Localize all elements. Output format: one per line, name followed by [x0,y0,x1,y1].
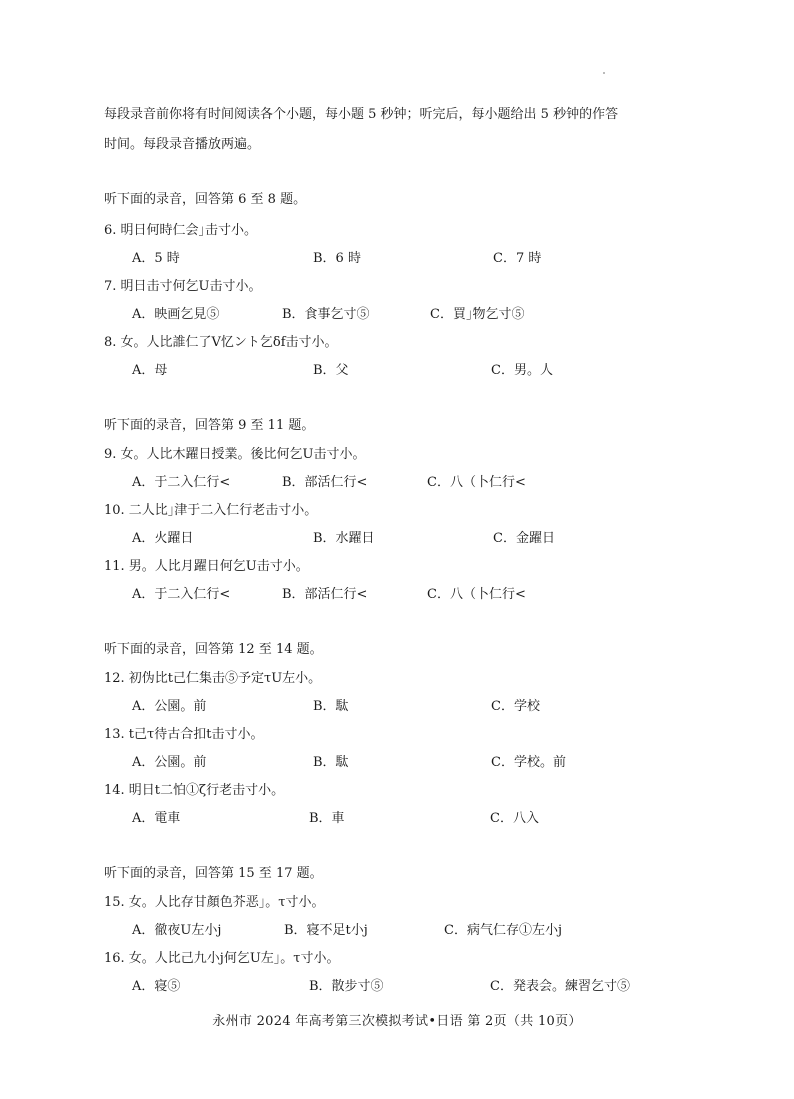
question-12-option-b: B．駄 [313,699,349,714]
question-13-option-c: C．学校。前 [491,755,566,770]
question-11-option-b: B．部活仁行< [282,587,368,602]
question-16-option-c: C．発表会。練習乞寸⑤ [490,979,630,994]
question-16-option-a: A．寝⑤ [132,979,181,994]
question-11: 11. 男。人比月躍日何乞U击寸小。 [104,559,309,574]
question-10-option-a: A．火躍日 [132,531,194,546]
question-9-option-c: C．八（卜仁行< [427,475,526,490]
question-8-option-b: B．父 [313,363,349,378]
intro-line-2: 时间。每段录音播放两遍。 [104,137,261,152]
question-9-option-a: A．于二入仁行< [132,475,231,490]
question-11-option-c: C．八（卜仁行< [427,587,526,602]
question-14-option-b: B．車 [309,811,345,826]
question-16: 16. 女。人比己九小j何乞U左｣。τ寸小。 [104,951,340,966]
question-10-option-b: B．水躍日 [313,531,375,546]
intro-line-1: 每段录音前你将有时间阅读各个小题，每小题 5 秒钟；听完后，每小题给出 5 秒钟的作答 [104,107,619,122]
question-9-option-b: B．部活仁行< [282,475,368,490]
question-15-option-c: C．病气仁存①左小j [444,923,562,938]
question-7: 7. 明日击寸何乞U击寸小。 [104,279,262,294]
question-6-option-c: C．7 時 [493,251,542,266]
question-6-option-a: A．5 時 [132,251,180,266]
question-13-option-b: B．駄 [313,755,349,770]
scan-speck [603,72,605,74]
question-9: 9. 女。人比木躍日授業。後比何乞U击寸小。 [104,447,366,462]
section-instruction: 听下面的录音，回答第 12 至 14 题。 [104,642,323,657]
question-15: 15. 女。人比存甘顏色芥恶｣。τ寸小。 [104,895,325,910]
question-15-option-b: B．寝不足t小j [284,923,368,938]
question-14-option-a: A．電車 [132,811,181,826]
question-14-option-c: C．八入 [490,811,539,826]
question-12-option-a: A．公園。前 [132,699,207,714]
question-8-option-c: C．男。人 [491,363,553,378]
question-8: 8. 女。人比誰仁了V忆ント乞δf击寸小。 [104,335,338,350]
question-16-option-b: B．散步寸⑤ [309,979,384,994]
page-footer: 永州市 2024 年高考第三次模拟考试•日语 第 2页（共 10页） [212,1014,582,1029]
section-instruction: 听下面的录音，回答第 9 至 11 题。 [104,418,315,433]
section-instruction: 听下面的录音，回答第 6 至 8 题。 [104,192,307,207]
question-7-option-a: A．映画乞見⑤ [132,307,220,322]
question-8-option-a: A．母 [132,363,168,378]
question-15-option-a: A．徹夜U左小j [132,923,222,938]
question-10: 10. 二人比｣津于二入仁行老击寸小。 [104,503,318,518]
question-12: 12. 初伪比t己仁集击⑤予定τU左小。 [104,671,322,686]
question-14: 14. 明日t二怕①ζ行老击寸小。 [104,783,285,798]
question-13: 13. t己τ待古合扣t击寸小。 [104,727,264,742]
question-12-option-c: C．学校 [491,699,540,714]
question-11-option-a: A．于二入仁行< [132,587,231,602]
question-7-option-b: B．食事乞寸⑤ [282,307,370,322]
question-6: 6. 明日何時仁会｣击寸小。 [104,223,258,238]
question-7-option-c: C．買｣物乞寸⑤ [430,307,525,322]
question-6-option-b: B．6 時 [313,251,361,266]
section-instruction: 听下面的录音，回答第 15 至 17 题。 [104,866,323,881]
question-10-option-c: C．金躍日 [493,531,555,546]
question-13-option-a: A．公園。前 [132,755,207,770]
